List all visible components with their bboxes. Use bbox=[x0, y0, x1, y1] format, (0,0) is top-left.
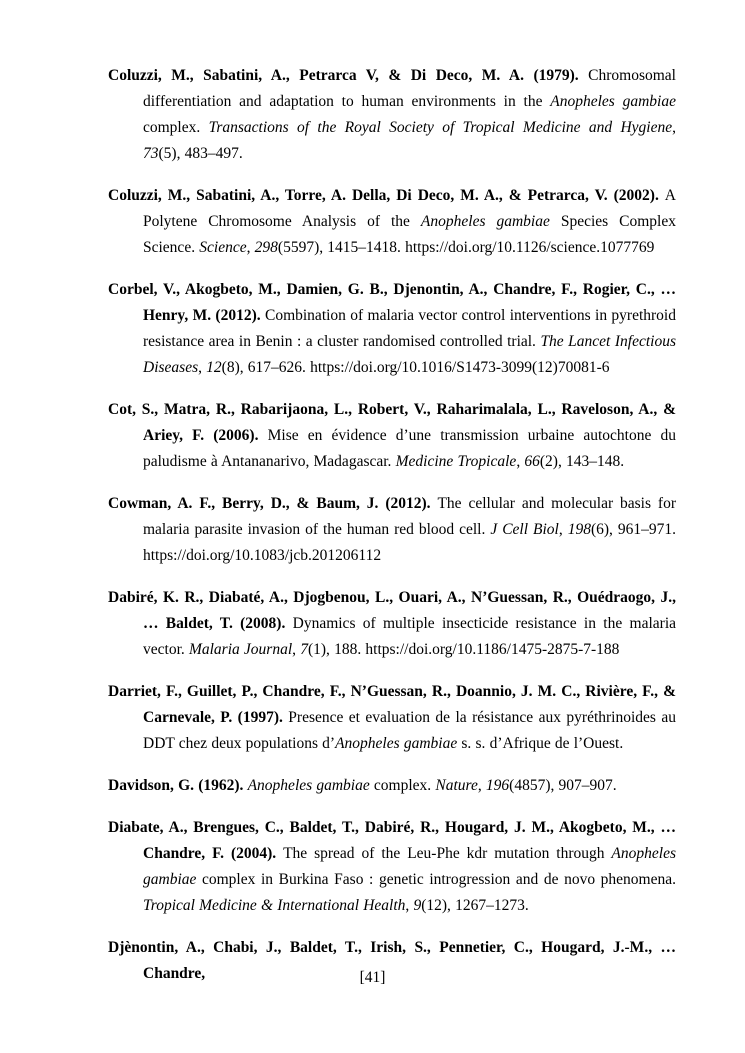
reference-text-run: Dabiré, K. R., Diabaté, A., Djogbenou, L., Ouari, A., N’Guessan, R., Ouédraogo, J., … Baldet, T. (2008). bbox=[108, 589, 676, 632]
reference-text-run: Transactions of the Royal Society of Tropical Medicine and Hygiene bbox=[208, 119, 673, 136]
reference-text-run: 66 bbox=[524, 453, 540, 470]
reference-text-run: Nature bbox=[435, 777, 478, 794]
reference-text-run: Anopheles gambiae bbox=[335, 735, 458, 752]
references-list bbox=[108, 63, 676, 1003]
reference-text-run: , bbox=[477, 777, 486, 794]
reference-text-run: complex. bbox=[369, 777, 436, 794]
reference-text-run: Anopheles gambiae bbox=[420, 213, 550, 230]
reference-text-run: , bbox=[292, 641, 301, 658]
reference-text-run: A Polytene Chromosome Analysis of the bbox=[143, 187, 676, 230]
reference-text-run: Cowman, A. F., Berry, D., & Baum, J. (2012). bbox=[108, 495, 438, 512]
reference-text-run: Anopheles gambiae bbox=[143, 845, 676, 888]
reference-text-run: Coluzzi, M., Sabatini, A., Petrarca V, & Di Deco, M. A. (1979). bbox=[108, 67, 589, 84]
reference-text-run: 73 bbox=[143, 145, 159, 162]
reference-text-run: , bbox=[246, 239, 255, 256]
reference-entry bbox=[108, 815, 676, 919]
reference-entry bbox=[108, 63, 676, 167]
reference-text-run: The cellular and molecular basis for malaria parasite invasion of the human red blood cell. bbox=[143, 495, 677, 538]
reference-text-run: (8), 617–626. https://doi.org/10.1016/S1473-3099(12)70081-6 bbox=[221, 359, 610, 376]
reference-text-run: 198 bbox=[567, 521, 591, 538]
reference-text-run: Davidson, G. (1962). bbox=[108, 777, 248, 794]
reference-text-run: 196 bbox=[485, 777, 510, 794]
reference-entry bbox=[108, 397, 676, 475]
reference-text-run: (5), 483–497. bbox=[158, 145, 243, 162]
reference-text-run: Combination of malaria vector control interventions in pyrethroid resistance area in Benin : a cluster randomised controlled trial. bbox=[143, 307, 676, 350]
reference-text-run: Anopheles gambiae bbox=[550, 93, 676, 110]
reference-text-run: (1), 188. https://doi.org/10.1186/1475-2875-7-188 bbox=[307, 641, 620, 658]
reference-text-run: Malaria Journal bbox=[188, 641, 293, 658]
page-number: [41] bbox=[359, 969, 386, 986]
reference-text-run: s. s. d’Afrique de l’Ouest. bbox=[457, 735, 624, 752]
reference-text-run: , bbox=[516, 453, 525, 470]
reference-text-run: Cot, S., Matra, R., Rabarijaona, L., Robert, V., Raharimalala, L., Raveloson, A., & Ariey, F. (2006). bbox=[108, 401, 676, 444]
reference-text-run: The Lancet Infectious Diseases bbox=[143, 333, 676, 376]
reference-text-run: (6), 961–971. https://doi.org/10.1083/jcb.201206112 bbox=[143, 521, 677, 564]
reference-text-run: 7 bbox=[300, 641, 308, 658]
reference-text-run: (2), 143–148. bbox=[539, 453, 625, 470]
reference-text-run: 12 bbox=[206, 359, 222, 376]
reference-entry bbox=[108, 585, 676, 663]
reference-text-run: Dynamics of multiple insecticide resistance in the malaria vector. bbox=[143, 615, 677, 658]
reference-text-run: Anopheles gambiae bbox=[247, 777, 370, 794]
reference-text-run: complex. bbox=[143, 119, 209, 136]
reference-text-run: The spread of the Leu-Phe kdr mutation through bbox=[283, 845, 612, 862]
reference-text-run: Chromosomal differentiation and adaptation to human environments in the bbox=[143, 67, 676, 110]
reference-entry bbox=[108, 277, 676, 381]
reference-text-run: , bbox=[672, 119, 676, 136]
reference-text-run: , bbox=[198, 359, 207, 376]
reference-text-run: (12), 1267–1273. bbox=[421, 897, 529, 914]
reference-text-run: Species Complex Science. bbox=[143, 213, 676, 256]
reference-entry bbox=[108, 491, 676, 569]
reference-text-run: Corbel, V., Akogbeto, M., Damien, G. B., Djenontin, A., Chandre, F., Rogier, C., … Henry, M. (2012). bbox=[108, 281, 676, 324]
reference-text-run: (4857), 907–907. bbox=[509, 777, 617, 794]
reference-text-run: Science bbox=[199, 239, 247, 256]
reference-text-run: Diabate, A., Brengues, C., Baldet, T., Dabiré, R., Hougard, J. M., Akogbeto, M., … Chandre, F. (2004). bbox=[108, 819, 676, 862]
reference-text-run: 298 bbox=[254, 239, 278, 256]
reference-text-run: 9 bbox=[413, 897, 422, 914]
reference-text-run: J Cell Biol bbox=[490, 521, 559, 538]
reference-text-run: Presence et evaluation de la résistance aux pyréthrinoides au DDT chez deux populations d’ bbox=[143, 709, 677, 752]
reference-text-run: Medicine Tropicale bbox=[395, 453, 517, 470]
reference-text-run: Tropical Medicine & International Health bbox=[143, 897, 406, 914]
reference-text-run: Darriet, F., Guillet, P., Chandre, F., N’Guessan, R., Doannio, J. M. C., Rivière, F., & Carnevale, P. (1997). bbox=[108, 683, 676, 726]
reference-text-run: (5597), 1415–1418. https://doi.org/10.1126/science.1077769 bbox=[277, 239, 655, 256]
reference-entry bbox=[108, 183, 676, 261]
reference-text-run: , bbox=[558, 521, 568, 538]
reference-text-run: Coluzzi, M., Sabatini, A., Torre, A. Della, Di Deco, M. A., & Petrarca, V. (2002). bbox=[108, 187, 665, 204]
reference-text-run: Djènontin, A., Chabi, J., Baldet, T., Irish, S., Pennetier, C., Hougard, J.-M., … Chandre, bbox=[108, 939, 676, 982]
reference-text-run: complex in Burkina Faso : genetic introgression and de novo phenomena. bbox=[196, 871, 676, 888]
reference-entry bbox=[108, 679, 676, 757]
reference-text-run: , bbox=[405, 897, 414, 914]
reference-entry bbox=[108, 773, 676, 799]
reference-text-run: Mise en évidence d’une transmission urbaine autochtone du paludisme à Antananarivo, Madagascar. bbox=[143, 427, 677, 470]
